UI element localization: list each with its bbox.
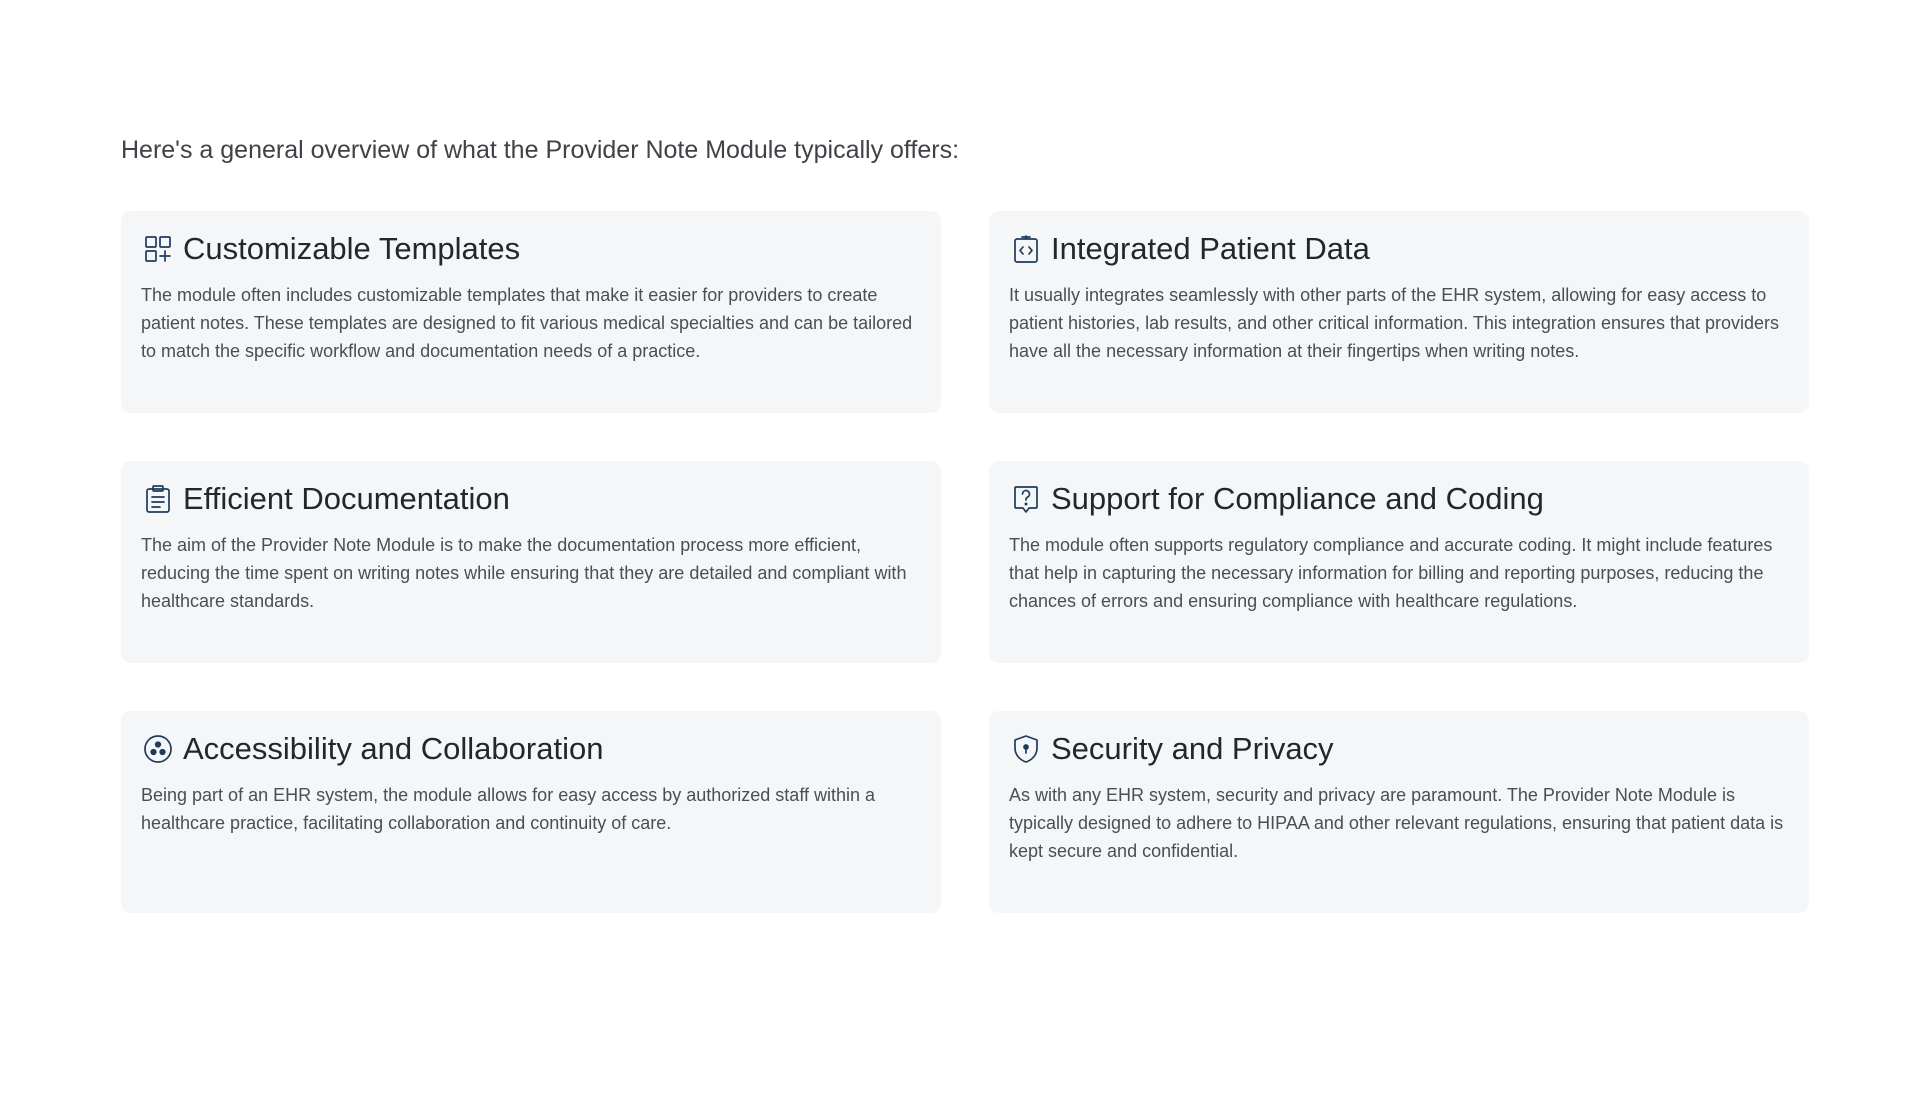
card-description: It usually integrates seamlessly with other parts of the EHR system, allowing for easy access to patient histories, lab results, and other critical information. This integration ensures that providers have all the necessary information at their fingertips when writing notes. — [1009, 285, 1780, 361]
clipboard-list-icon — [141, 482, 175, 516]
intro-text: Here's a general overview of what the Provider Note Module typically offers: — [121, 136, 960, 164]
feature-card-efficient-documentation — [121, 461, 941, 663]
card-title: Integrated Patient Data — [1051, 231, 1370, 266]
card-header — [141, 231, 921, 267]
card-header — [141, 481, 921, 517]
card-description: As with any EHR system, security and privacy are paramount. The Provider Note Module is typically designed to adhere to HIPAA and other relevant regulations, ensuring that patient data is kept secure and confidential. — [1009, 785, 1784, 861]
card-title: Customizable Templates — [183, 231, 521, 266]
feature-card-compliance-coding — [989, 461, 1809, 663]
card-header — [1009, 481, 1789, 517]
card-header — [141, 731, 921, 767]
feature-card-security-privacy — [989, 711, 1809, 913]
feature-card-integrated-patient-data — [989, 211, 1809, 413]
shield-lock-icon — [1009, 732, 1043, 766]
feature-card-customizable-templates — [121, 211, 941, 413]
card-header — [1009, 731, 1789, 767]
feature-card-accessibility-collaboration — [121, 711, 941, 913]
card-header — [1009, 231, 1789, 267]
card-description: The aim of the Provider Note Module is to make the documentation process more efficient, reducing the time spent on writing notes while ensuring that they are detailed and compliant with healthcare standards. — [141, 535, 907, 611]
grid-add-icon — [141, 232, 175, 266]
feature-grid — [121, 211, 1809, 913]
card-description: Being part of an EHR system, the module allows for easy access by authorized staff within a healthcare practice, facilitating collaboration and continuity of care. — [141, 785, 876, 833]
card-title: Efficient Documentation — [183, 481, 510, 516]
card-title: Support for Compliance and Coding — [1051, 481, 1544, 516]
card-title: Accessibility and Collaboration — [183, 731, 604, 766]
users-circle-icon — [141, 732, 175, 766]
card-description: The module often supports regulatory compliance and accurate coding. It might include features that help in capturing the necessary information for billing and reporting purposes, reducing the chances of errors and ensuring compliance with healthcare regulations. — [1009, 535, 1773, 611]
clipboard-code-icon — [1009, 232, 1043, 266]
card-title: Security and Privacy — [1051, 731, 1334, 766]
card-description: The module often includes customizable templates that make it easier for providers to create patient notes. These templates are designed to fit various medical specialties and can be tailored to match the specific workflow and documentation needs of a practice. — [141, 285, 913, 361]
message-question-icon — [1009, 482, 1043, 516]
